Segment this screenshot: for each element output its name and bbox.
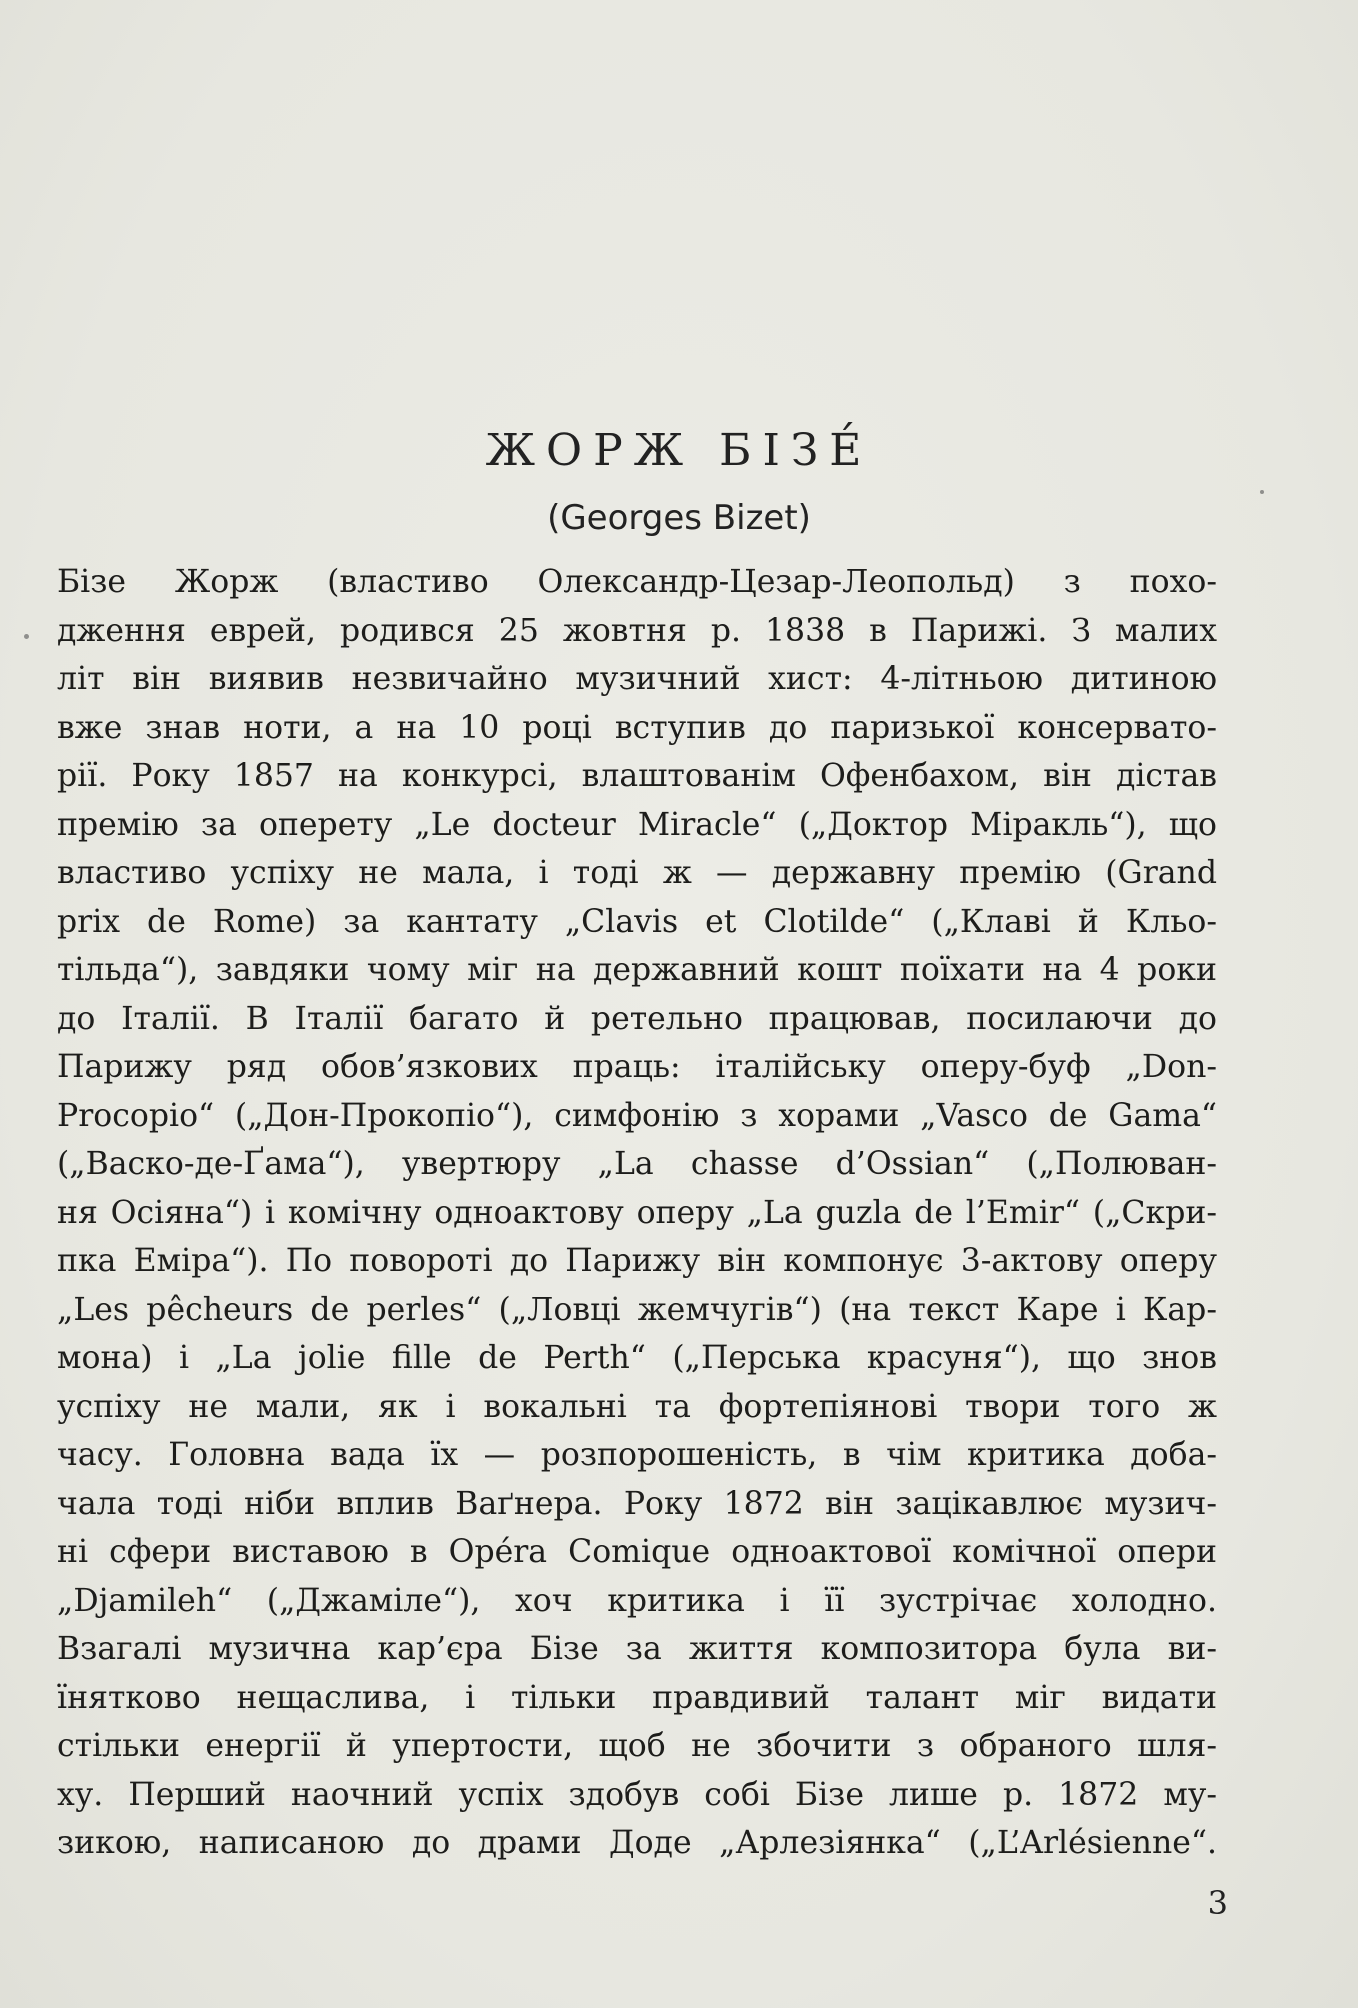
page-title: ЖОРЖ БІЗЕ́	[485, 425, 873, 476]
text-line: („Васко-де-Ґама“), увертюру „La chasse d’Ossian“ („Полюван-	[57, 1146, 1217, 1182]
text-line: зикою, написаною до драми Доде „Арлезіянка“ („L’Arlésienne“.	[57, 1825, 1217, 1861]
text-line: стільки енергії й упертости, щоб не збочити з обраного шля-	[57, 1728, 1217, 1764]
text-line: вже знав ноти, а на 10 році вступив до паризької консервато-	[57, 709, 1217, 746]
text-line: „Djamileh“ („Джаміле“), хоч критика і її зустрічає холодно.	[57, 1582, 1217, 1619]
text-line: ня Осіяна“) і комічну одноактову оперу „La guzla de l’Emir“ („Скри-	[57, 1194, 1217, 1231]
print-speck	[1260, 490, 1264, 494]
text-line: Взагалі музична кар’єра Бізе за життя композитора була ви-	[57, 1631, 1217, 1667]
text-line: Парижу ряд обов’язкових праць: італійську оперу-буф „Don-	[57, 1049, 1217, 1085]
text-line: літ він виявив незвичайно музичний хист: 4-літньою дитиною	[57, 661, 1217, 697]
text-line: дження еврей, родився 25 жовтня р. 1838 в Парижі. З малих	[57, 612, 1217, 649]
text-line: їнятково нещаслива, і тільки правдивий талант міг видати	[57, 1679, 1217, 1716]
text-line: часу. Головна вада їх — розпорошеність, в чім критика доба-	[57, 1437, 1217, 1473]
text-line: тільда“), завдяки чому міг на державний кошт поїхати на 4 роки	[57, 952, 1217, 988]
text-line: Procopio“ („Дон-Прокопіо“), симфонію з хорами „Vasco de Gama“	[57, 1097, 1217, 1134]
text-line: чала тоді ніби вплив Ваґнера. Року 1872 він зацікавлює музич-	[57, 1485, 1217, 1522]
text-line: премію за оперету „Le docteur Miracle“ („Доктор Міракль“), що	[57, 806, 1217, 843]
text-line: ні сфери виставою в Opéra Comique одноактової комічної опери	[57, 1534, 1217, 1570]
page-number: 3	[1207, 1884, 1228, 1922]
text-line: Бізе Жорж (властиво Олександр-Цезар-Леопольд) з похо-	[57, 564, 1217, 600]
page-subtitle: (Georges Bizet)	[547, 498, 811, 538]
text-line: рії. Року 1857 на конкурсі, влаштованім Офенбахом, він дістав	[57, 758, 1217, 794]
text-line: властиво успіху не мала, і тоді ж — державну премію (Grand	[57, 855, 1217, 891]
text-line: ху. Перший наочний успіх здобув собі Бізе лише р. 1872 му-	[57, 1776, 1217, 1813]
text-line: успіху не мали, як і вокальні та фортепіянові твори того ж	[57, 1388, 1217, 1425]
print-speck	[24, 634, 29, 639]
article-body	[57, 558, 1217, 1868]
text-line: пка Еміра“). По повороті до Парижу він компонує 3-актову оперу	[57, 1243, 1217, 1279]
text-line: prix de Rome) за кантату „Clavis et Clotilde“ („Клаві й Кльо-	[57, 903, 1217, 940]
text-line: „Les pêcheurs de perles“ („Ловці жемчугів“) (на текст Каре і Кар-	[57, 1291, 1217, 1328]
text-line: мона) і „La jolie fille de Perth“ („Перська красуня“), що знов	[57, 1340, 1217, 1376]
text-line: до Італії. В Італії багато й ретельно працював, посилаючи до	[57, 1000, 1217, 1037]
